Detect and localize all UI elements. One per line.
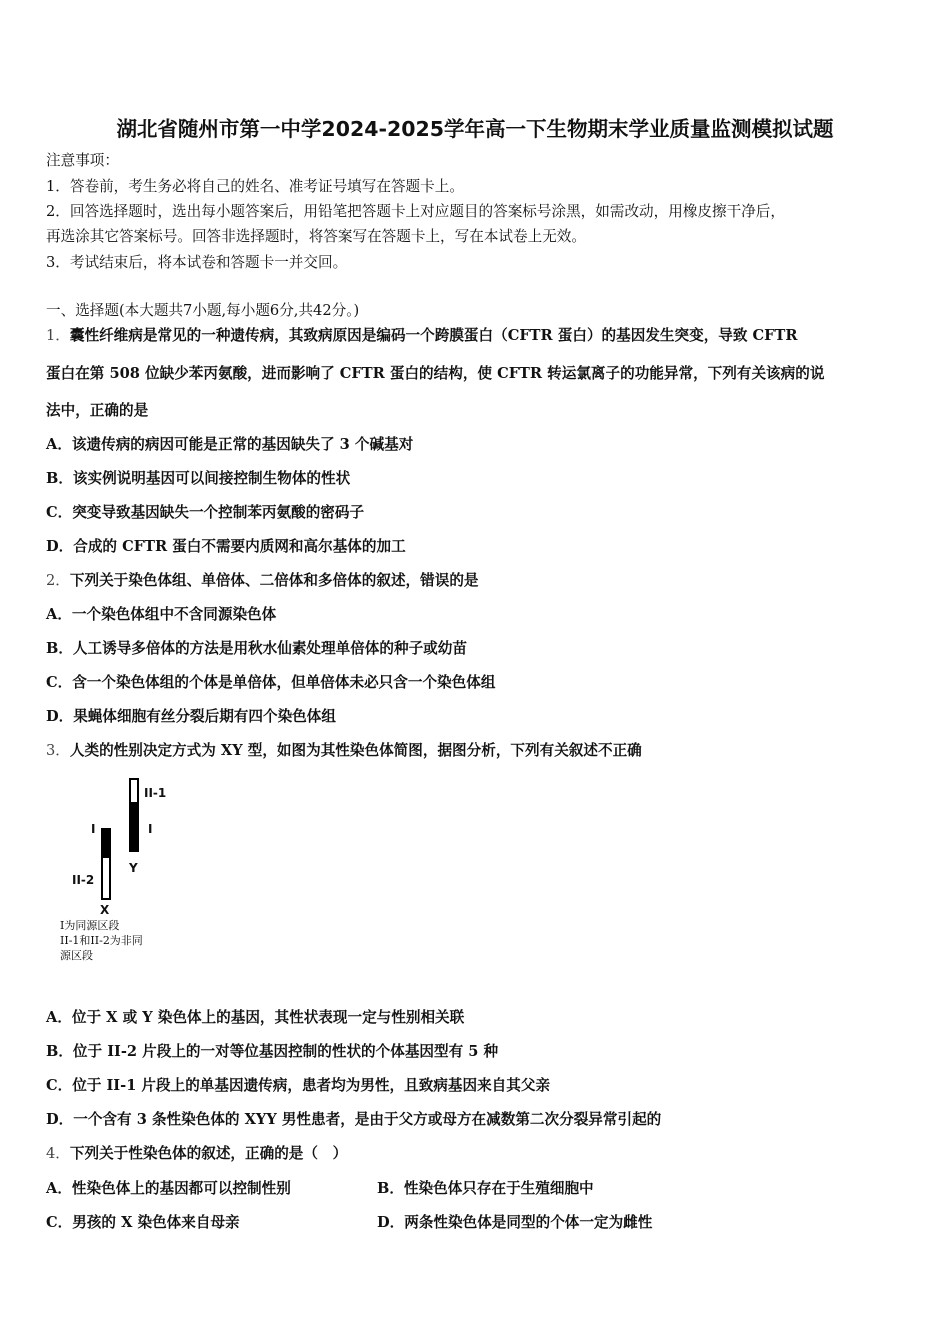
- figure-caption: II-1和II-2为非同: [60, 934, 143, 947]
- question-stem-text: 人类的性别决定方式为 XY 型，如图为其性染色体简图，据图分析，下列有关叙述不正确: [69, 742, 642, 759]
- x-chromosome: [101, 828, 111, 900]
- question-stem-text: 下列关于性染色体的叙述，正确的是（ ）: [69, 1145, 348, 1162]
- question-1-stem-line: [46, 327, 798, 345]
- label-y: Y: [129, 861, 138, 875]
- label-i-left: I: [91, 822, 96, 836]
- label-ii-1: II-1: [144, 786, 167, 800]
- notice-item: 1．答卷前，考生务必将自己的姓名、准考证号填写在答题卡上。: [46, 178, 464, 195]
- question-4-option-a: A．性染色体上的基因都可以控制性别: [46, 1180, 291, 1197]
- question-number: 1．: [46, 327, 70, 344]
- question-3-stem-line: [46, 742, 642, 760]
- notice-item: 3．考试结束后，将本试卷和答题卡一并交回。: [46, 254, 348, 271]
- question-2-option-d: D．果蝇体细胞有丝分裂后期有四个染色体组: [46, 708, 336, 725]
- question-2-option-c: C．含一个染色体组的个体是单倍体，但单倍体未必只含一个染色体组: [46, 674, 496, 691]
- label-i-right: I: [148, 822, 153, 836]
- label-ii-2: II-2: [72, 873, 95, 887]
- notice-heading: 注意事项：: [46, 152, 119, 169]
- label-x: X: [100, 903, 110, 917]
- question-number: 2．: [46, 572, 70, 589]
- notice-item: 再选涂其它答案标号。回答非选择题时，将答案写在答题卡上，写在本试卷上无效。: [46, 228, 586, 245]
- y-chromosome: [129, 778, 139, 852]
- question-4-stem-line: [46, 1145, 347, 1163]
- figure-caption: 源区段: [60, 949, 93, 962]
- figure-caption: I为同源区段: [60, 919, 120, 932]
- page-title: 湖北省随州市第一中学2024-2025学年高一下生物期末学业质量监测模拟试题: [116, 117, 834, 141]
- question-2-option-b: B．人工诱导多倍体的方法是用秋水仙素处理单倍体的种子或幼苗: [46, 640, 467, 657]
- sex-chromosome-diagram: [56, 772, 186, 972]
- question-number: 3．: [46, 742, 70, 759]
- question-3-option-c: C．位于 II-1 片段上的单基因遗传病，患者均为男性，且致病基因来自其父亲: [46, 1077, 551, 1094]
- question-2-option-a: A．一个染色体组中不含同源染色体: [46, 606, 277, 623]
- question-2-stem-line: [46, 572, 479, 590]
- question-1-option-a: A．该遗传病的病因可能是正常的基因缺失了 3 个碱基对: [46, 436, 414, 453]
- question-stem-text: 囊性纤维病是常见的一种遗传病，其致病原因是编码一个跨膜蛋白（CFTR 蛋白）的基因发生突变，导致 CFTR: [69, 327, 798, 344]
- question-stem-text: 下列关于染色体组、单倍体、二倍体和多倍体的叙述，错误的是: [69, 572, 479, 589]
- question-3-option-d: D．一个含有 3 条性染色体的 XYY 男性患者，是由于父方或母方在减数第二次分裂异常引起的: [46, 1111, 662, 1128]
- question-3-option-a: A．位于 X 或 Y 染色体上的基因，其性状表现一定与性别相关联: [46, 1009, 465, 1026]
- question-4-option-c: C．男孩的 X 染色体来自母亲: [46, 1214, 240, 1231]
- question-4-option-b: B．性染色体只存在于生殖细胞中: [377, 1180, 594, 1197]
- notice-item: 2．回答选择题时，选出每小题答案后，用铅笔把答题卡上对应题目的答案标号涂黑，如需改动，用橡皮擦干净后，: [46, 203, 785, 220]
- question-1-option-d: D．合成的 CFTR 蛋白不需要内质网和高尔基体的加工: [46, 538, 406, 555]
- question-1-option-b: B．该实例说明基因可以间接控制生物体的性状: [46, 470, 351, 487]
- section-heading: 一、选择题(本大题共7小题,每小题6分,共42分。): [46, 302, 360, 319]
- question-1-option-c: C．突变导致基因缺失一个控制苯丙氨酸的密码子: [46, 504, 365, 521]
- question-1-stem-line: 法中，正确的是: [46, 402, 149, 419]
- question-1-stem-line: 蛋白在第 508 位缺少苯丙氨酸，进而影响了 CFTR 蛋白的结构，使 CFTR 转运氯离子的功能异常，下列有关该病的说: [46, 365, 825, 382]
- question-number: 4．: [46, 1145, 70, 1162]
- question-4-option-d: D．两条性染色体是同型的个体一定为雌性: [377, 1214, 653, 1231]
- question-3-option-b: B．位于 II-2 片段上的一对等位基因控制的性状的个体基因型有 5 种: [46, 1043, 499, 1060]
